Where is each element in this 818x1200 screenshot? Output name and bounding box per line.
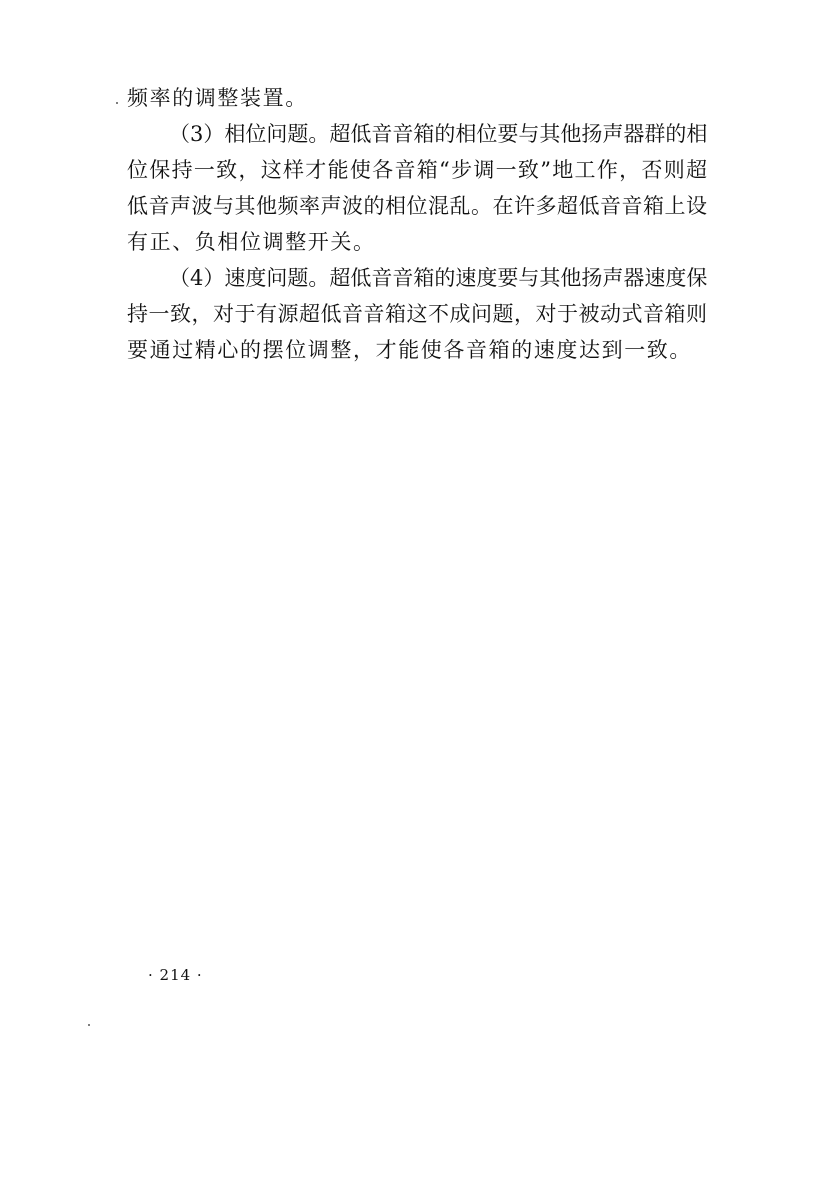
- text-line: （3）相位问题。超低音音箱的相位要与其他扬声器群的相: [169, 122, 708, 146]
- scan-speck: [116, 102, 118, 104]
- scan-speck: [88, 1024, 90, 1026]
- text-line: 低音声波与其他频率声波的相位混乱。在许多超低音音箱上设: [127, 194, 707, 218]
- page-number: · 214 ·: [148, 966, 203, 984]
- text-line: 频率的调整装置。: [127, 86, 308, 110]
- text-line: 有正、负相位调整开关。: [127, 230, 376, 254]
- text-line: 位保持一致，这样才能使各音箱“步调一致”地工作，否则超: [127, 158, 707, 182]
- text-line: 持一致，对于有源超低音音箱这不成问题，对于被动式音箱则: [127, 302, 707, 326]
- text-line: （4）速度问题。超低音音箱的速度要与其他扬声器速度保: [169, 266, 708, 290]
- text-line: 要通过精心的摆位调整，才能使各音箱的速度达到一致。: [127, 338, 692, 362]
- body-text: [127, 80, 707, 368]
